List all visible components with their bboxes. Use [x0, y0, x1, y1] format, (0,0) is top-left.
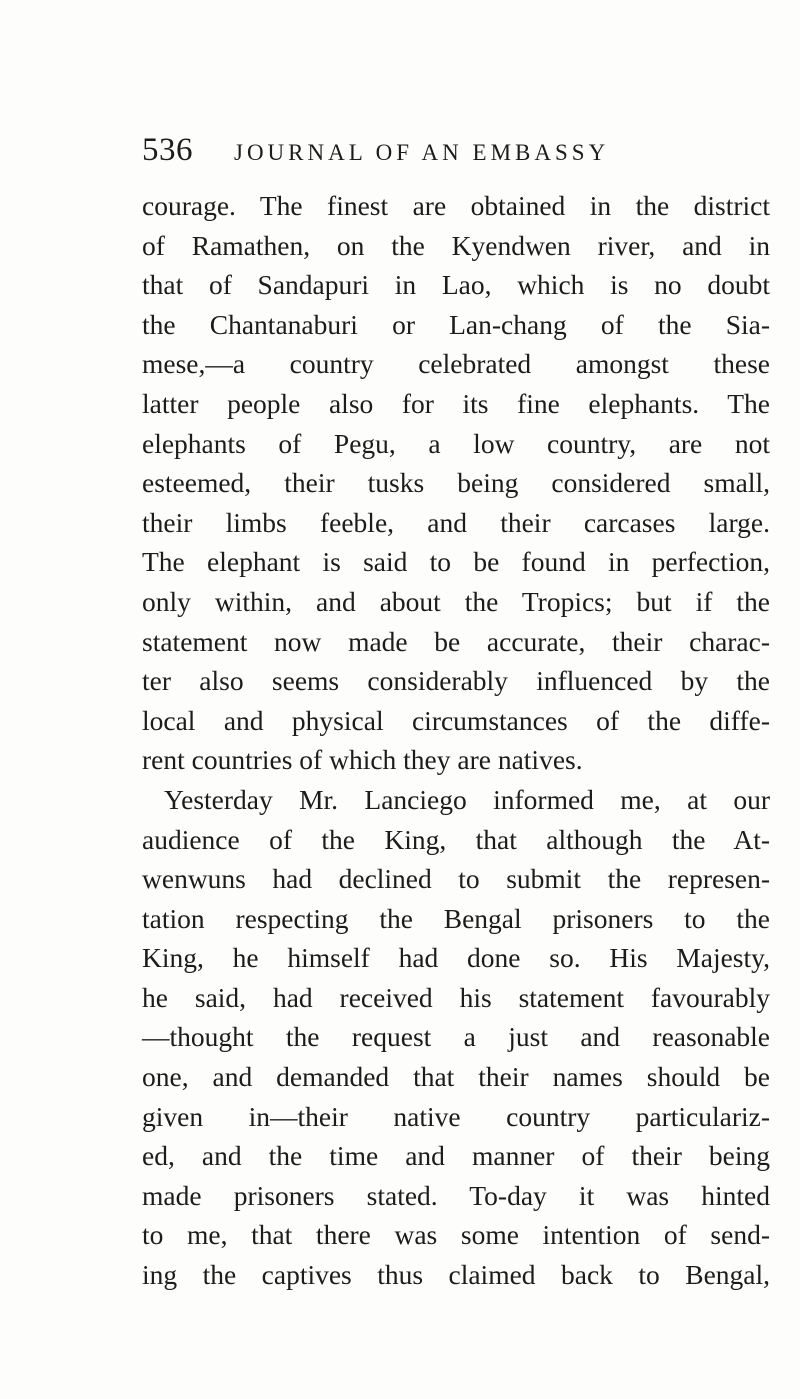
text-line: elephants of Pegu, a low country, are not: [142, 427, 770, 459]
text-line: tation respecting the Bengal prisoners to the: [142, 902, 770, 934]
text-line: esteemed, their tusks being considered small,: [142, 467, 770, 499]
text-line: —thought the request a just and reasonable: [142, 1021, 770, 1053]
body-text: [142, 186, 770, 1295]
text-line: King, he himself had done so. His Majesty,: [142, 942, 770, 974]
text-line: courage. The finest are obtained in the district: [142, 190, 770, 221]
text-line: the Chantanaburi or Lan-chang of the Sia-: [142, 308, 770, 340]
text-line: ing the captives thus claimed back to Bengal,: [142, 1259, 770, 1291]
text-line: The elephant is said to be found in perfection,: [142, 546, 770, 578]
text-line: their limbs feeble, and their carcases large.: [142, 506, 770, 538]
text-line: ter also seems considerably influenced by the: [142, 665, 770, 697]
text-line: mese,—a country celebrated amongst these: [142, 348, 770, 380]
text-line: audience of the King, that although the At-: [142, 823, 770, 855]
text-line: local and physical circumstances of the diffe-: [142, 704, 770, 736]
text-line: wenwuns had declined to submit the represen-: [142, 863, 770, 895]
text-line: one, and demanded that their names should be: [142, 1061, 770, 1093]
text-line: rent countries of which they are natives.: [142, 744, 583, 776]
running-title: JOURNAL OF AN EMBASSY: [234, 140, 610, 165]
text-line: latter people also for its fine elephants. The: [142, 387, 770, 419]
text-line: to me, that there was some intention of send-: [142, 1219, 770, 1251]
page-number: 536: [142, 132, 193, 168]
text-line: statement now made be accurate, their charac-: [142, 625, 770, 657]
text-line: given in—their native country particulariz-: [142, 1100, 770, 1132]
text-line: of Ramathen, on the Kyendwen river, and in: [142, 229, 770, 261]
text-line: made prisoners stated. To-day it was hinted: [142, 1179, 770, 1211]
running-head: [142, 132, 609, 176]
text-line: only within, and about the Tropics; but if the: [142, 585, 770, 617]
text-line: ed, and the time and manner of their being: [142, 1140, 770, 1172]
text-line: that of Sandapuri in Lao, which is no doubt: [142, 269, 770, 301]
text-line: he said, had received his statement favourably: [142, 981, 770, 1013]
text-line: Yesterday Mr. Lanciego informed me, at our: [164, 783, 770, 815]
